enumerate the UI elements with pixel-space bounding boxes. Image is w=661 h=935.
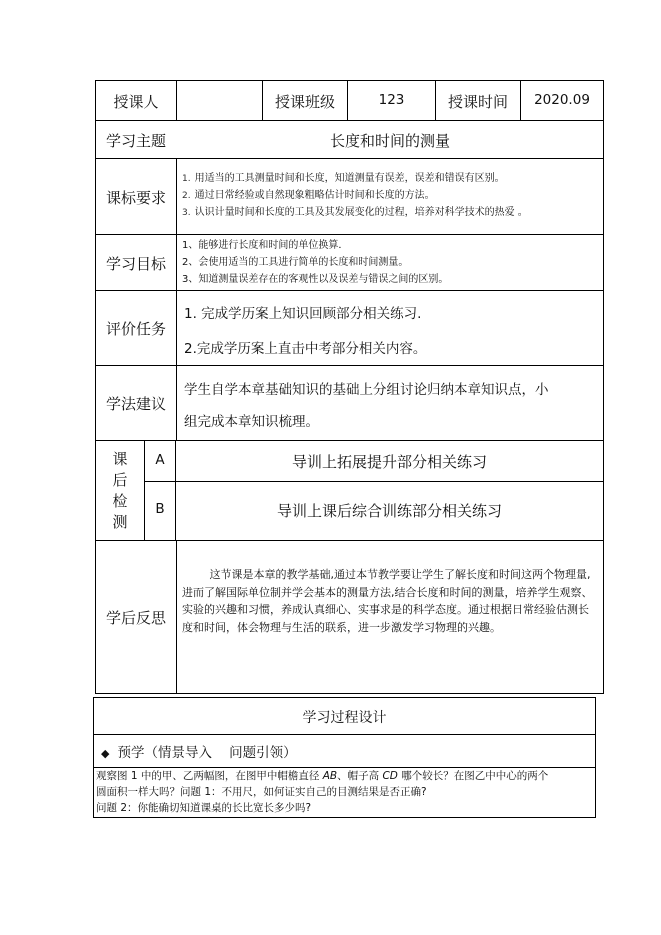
grid-line: [93, 817, 596, 818]
grid-line: [176, 158, 177, 441]
grid-line: [95, 693, 604, 694]
question-line: 观察图 1 中的甲、乙两幅图，在图甲中帽檐直径 AB、帽子高 CD 哪个较长？在图乙中中心的两个: [96, 770, 549, 782]
class-label: 授课班级: [274, 93, 335, 111]
method-line: 学生自学本章基础知识的基础上分组讨论归纳本章知识点，小: [184, 382, 549, 398]
item-text: 认识计量时间和长度的工具及其发展变化的过程，培养对科学技术的热爱 。: [194, 207, 528, 218]
segment-ab: AB: [322, 770, 338, 782]
item-number: 3.: [182, 208, 191, 218]
item-text: 通过日常经验或自然现象粗略估计时间和长度的方法。: [194, 190, 435, 201]
check-key-b: B: [155, 501, 165, 517]
curriculum-item: [182, 205, 528, 221]
topic-value: 长度和时间的测量: [329, 132, 450, 150]
grid-line: [95, 120, 604, 121]
evaluation-item: 1. 完成学历案上知识回顾部分相关练习.: [184, 306, 422, 322]
method-line: 组完成本章知识梳理。: [184, 414, 319, 430]
grid-line: [95, 365, 604, 366]
goal-item: 1、能够进行长度和时间的单位换算．: [182, 240, 349, 251]
check-text-b: 导训上课后综合训练部分相关练习: [276, 502, 502, 520]
item-text: 用适当的工具测量时间和长度，知道测量有误差，误差和错误有区别。: [194, 173, 505, 184]
grid-line: [93, 697, 596, 698]
grid-line: [176, 80, 177, 120]
after-check-label: 课: [112, 450, 128, 468]
grid-line: [95, 234, 604, 235]
reflection-text: 这节课是本章的教学基础,通过本节教学要让学生了解长度和时间这两个物理量,进而了解国际单位制并学会基本的测量方法,结合长度和时间的测量，培养学生观察、实验的兴趣和习惯，养成认真细心、实事求是的科学态度。通过根据日常经验估测长度和时间，体会物理与生活的联系，进一步激发学习物理的兴趣。: [182, 568, 593, 634]
grid-line: [95, 80, 604, 81]
grid-line: [603, 80, 604, 693]
curriculum-label: 课标要求: [105, 189, 166, 207]
grid-line: [144, 481, 604, 482]
preview-text: 预学（情景导入 问题引领）: [117, 745, 297, 761]
segment-cd: CD: [382, 770, 398, 782]
after-check-label: 检: [112, 492, 128, 510]
time-label: 授课时间: [447, 93, 508, 111]
after-check-label: 后: [112, 471, 128, 489]
curriculum-item: [182, 171, 505, 187]
diamond-bullet-icon: ◆: [101, 747, 110, 760]
class-value: 123: [378, 92, 405, 108]
item-number: 1.: [182, 174, 191, 184]
method-label: 学法建议: [105, 395, 166, 413]
grid-line: [93, 734, 596, 735]
grid-line: [95, 440, 604, 441]
check-text-a: 导训上拓展提升部分相关练习: [291, 453, 487, 471]
grid-line: [95, 158, 604, 159]
item-number: 2.: [182, 191, 191, 201]
reflection-label: 学后反思: [105, 609, 166, 627]
after-check-label: 测: [112, 513, 128, 531]
grid-line: [95, 80, 96, 693]
process-title: 学习过程设计: [302, 710, 387, 726]
time-value: 2020.09: [534, 92, 590, 108]
goals-label: 学习目标: [105, 255, 166, 273]
topic-label: 学习主题: [105, 132, 166, 150]
goal-item: 3、知道测量误差存在的客观性以及误差与错误之间的区别。: [182, 274, 449, 285]
question-line: 圆面积一样大吗？问题 1：不用尺，如何证实自己的目测结果是否正确?: [96, 786, 427, 798]
question-line: 问题 2：你能确切知道课桌的长比宽长多少吗?: [96, 802, 312, 814]
evaluation-label: 评价任务: [105, 320, 166, 338]
evaluation-item: 2.完成学历案上直击中考部分相关内容。: [184, 341, 427, 357]
check-key-a: A: [155, 452, 165, 468]
curriculum-item: [182, 188, 435, 204]
goal-item: 2、会使用适当的工具进行简单的长度和时间测量。: [182, 257, 409, 268]
teacher-label: 授课人: [113, 93, 159, 111]
grid-line: [95, 540, 604, 541]
grid-line: [176, 540, 177, 693]
grid-line: [95, 290, 604, 291]
preview-heading: [101, 741, 297, 761]
